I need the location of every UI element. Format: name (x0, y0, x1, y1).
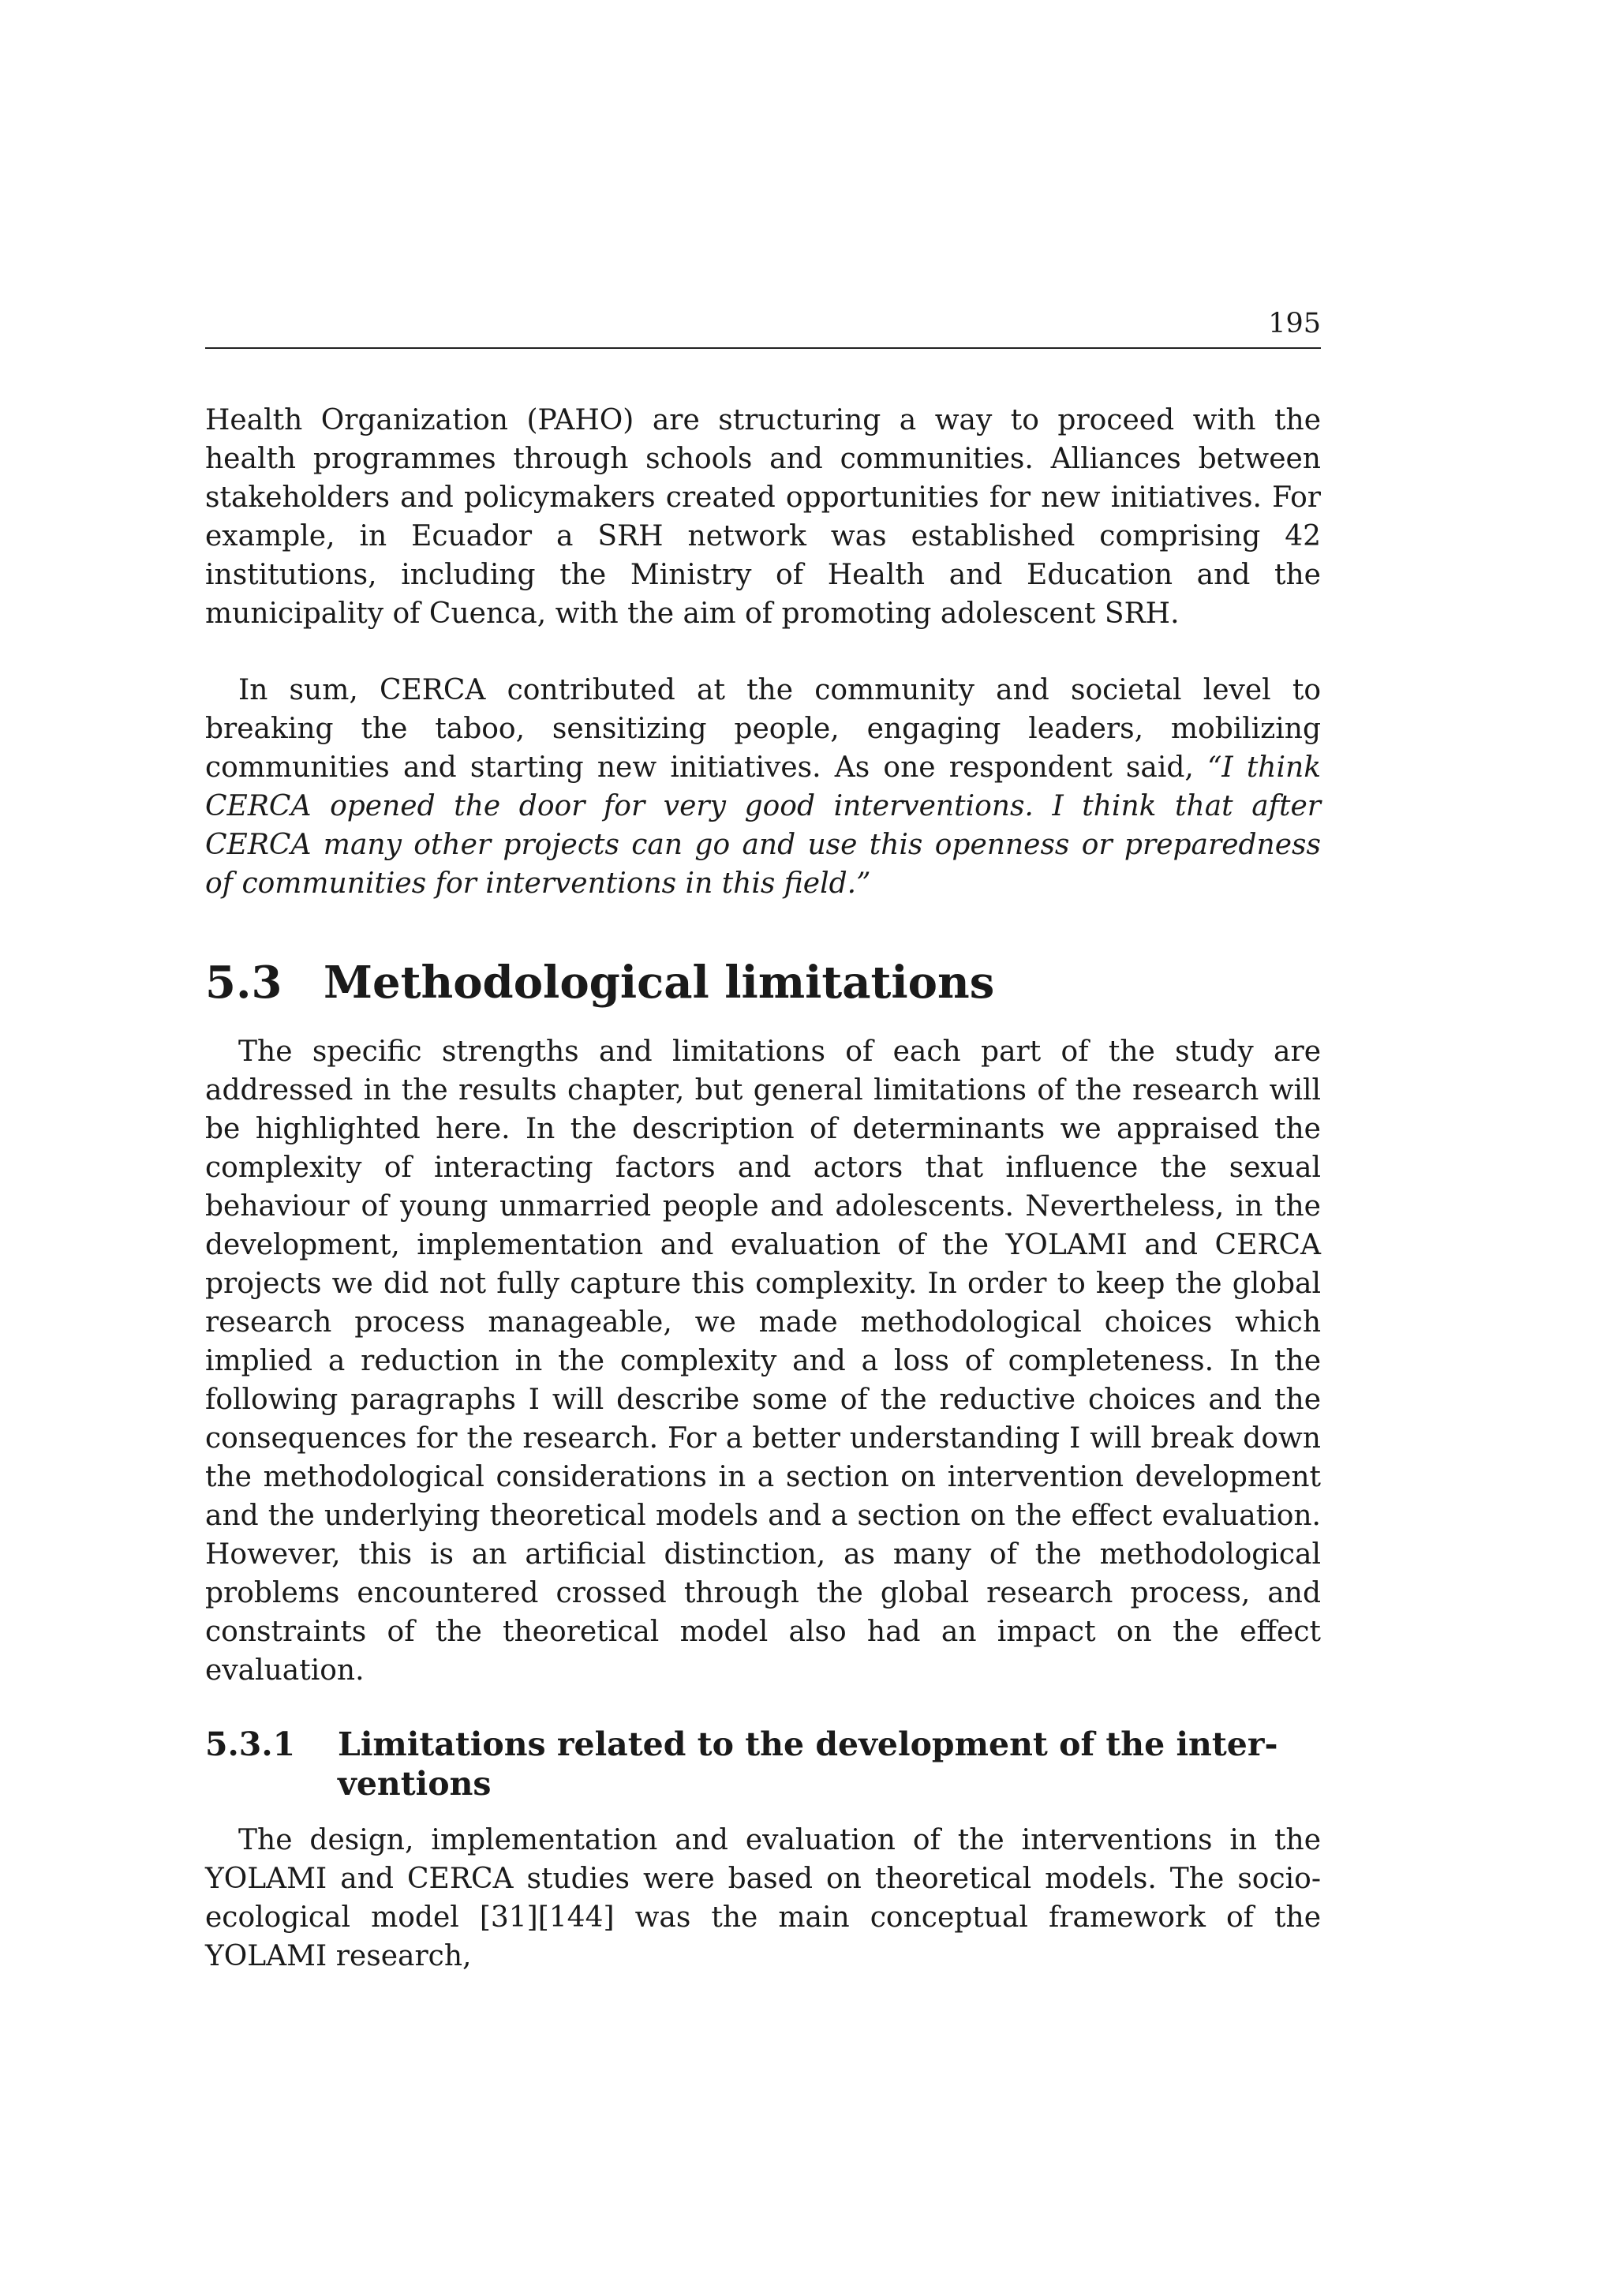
paragraph-intervention-development: The design, implementation and evaluation of the interventions in the YOLAMI and CERCA studies were based on theoretical models. The socio-ecological model [31][144] was the main conceptual framework of the YOLAMI research, (205, 1824, 1321, 1972)
paragraph-in-sum-text: In sum, CERCA contributed at the community and societal level to breaking the taboo, sensitizing people, engaging leaders, mobilizing communities and starting new initiatives. As one respondent said, (205, 674, 1321, 784)
section-number: 5.3 (205, 957, 282, 1009)
section-title: Methodological limitations (324, 957, 995, 1009)
paragraph-in-sum (205, 671, 1321, 903)
page-number: 195 (1268, 308, 1321, 339)
paragraph-methodological-limitations: The specific strengths and limitations of each part of the study are addressed in the results chapter, but general limitations of the research will be highlighted here. In the description of determinants we appraised the complexity of interacting factors and actors that influence the sexual behaviour of young unmarried people and adolescents. Nevertheless, in the development, implementation and evaluation of the YOLAMI and CERCA projects we did not fully capture this complexity. In order to keep the global research process manageable, we made methodological choices which implied a reduction in the complexity and a loss of completeness. In the following paragraphs I will describe some of the reductive choices and the consequences for the research. For a better understanding I will break down the methodological considerations in a section on intervention development and the underlying theoretical models and a section on the effect evaluation. However, this is an artificial distinction, as many of the methodological problems encountered crossed through the global research process, and constraints of the theoretical model also had an impact on the effect evaluation. (205, 1036, 1321, 1687)
respondent-quote: “I think CERCA opened the door for very good interventions. I think that after CERCA many other projects can go and use this openness or preparedness of communities for interventions in this field.” (205, 751, 1322, 900)
subsection-heading-5-3-1 (205, 1725, 1321, 1803)
section-heading-5-3 (205, 957, 1321, 1009)
paragraph-paho: Health Organization (PAHO) are structuring a way to proceed with the health programmes through schools and communities. Alliances between stakeholders and policymakers created opportunities for new initiatives. For example, in Ecuador a SRH network was established comprising 42 institutions, including the Ministry of Health and Education and the municipality of Cuenca, with the aim of promoting adolescent SRH. (205, 404, 1321, 630)
subsection-number: 5.3.1 (205, 1725, 296, 1763)
page-header (205, 300, 1321, 349)
page-body (205, 401, 1321, 1976)
subsection-title: Limitations related to the development of the interventions (338, 1725, 1278, 1803)
